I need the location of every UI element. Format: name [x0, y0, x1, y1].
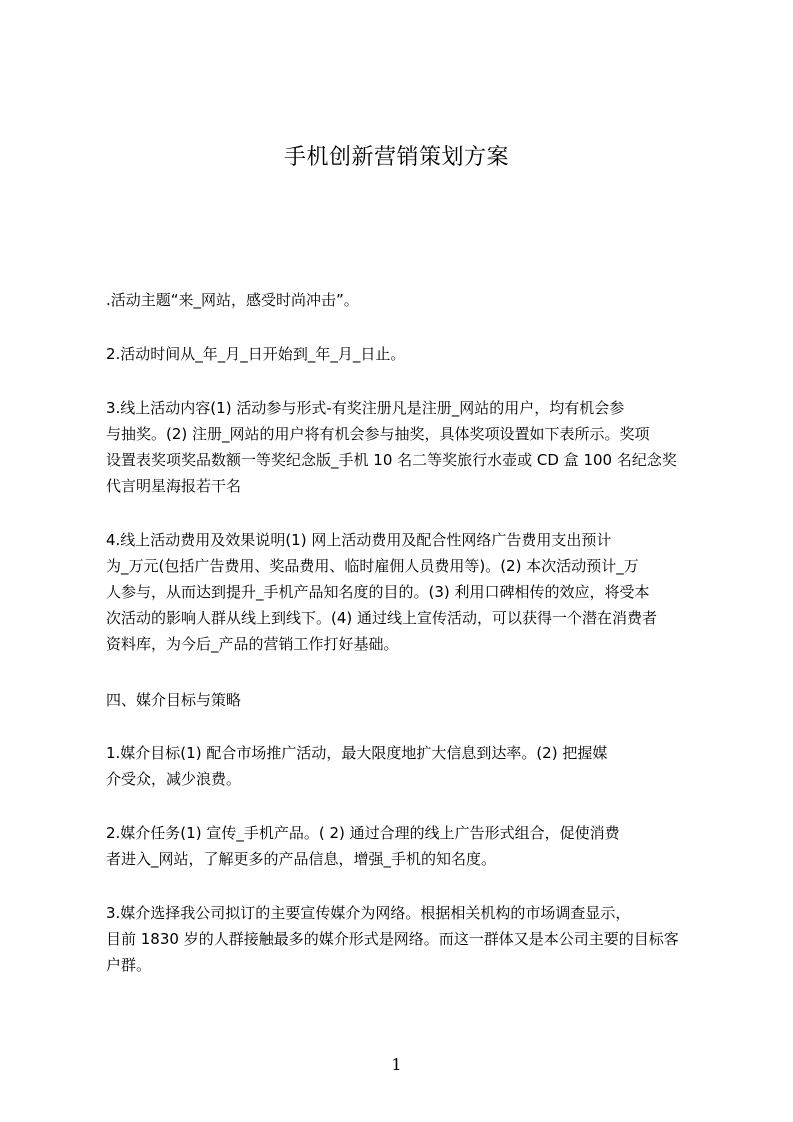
paragraph-line: 设置表奖项奖品数额一等奖纪念版_手机 10 名二等奖旅行水壶或 CD 盒 100 名纪念奖: [106, 451, 677, 469]
paragraph-line: 1.媒介目标(1) 配合市场推广活动，最大限度地扩大信息到达率。(2) 把握媒: [106, 744, 608, 762]
paragraph-online-activity-cost: [106, 527, 699, 657]
document-title: 手机创新营销策划方案: [283, 145, 509, 170]
paragraph-line: 2.媒介任务(1) 宣传_手机产品。( 2) 通过合理的线上广告形式组合，促使消费: [106, 824, 620, 842]
paragraph-line: 户群。: [106, 956, 152, 974]
page-number: 1: [391, 1055, 402, 1074]
paragraph-media-selection: [106, 900, 699, 978]
paragraph-line: 4.线上活动费用及效果说明(1) 网上活动费用及配合性网络广告费用支出预计: [106, 531, 612, 549]
paragraph-activity-theme: [106, 287, 699, 313]
paragraph-line: 人参与，从而达到提升_手机产品知名度的目的。(3) 利用口碑相传的效应，将受本: [106, 583, 650, 601]
paragraph-line: 目前 1830 岁的人群接触最多的媒介形式是网络。而这一群体又是本公司主要的目标客: [106, 930, 679, 948]
paragraph-line: 次活动的影响人群从线上到线下。(4) 通过线上宣传活动，可以获得一个潜在消费者: [106, 609, 658, 627]
paragraph-line: .活动主题“来_网站，感受时尚冲击”。: [106, 291, 359, 309]
paragraph-line: 3.线上活动内容(1) 活动参与形式-有奖注册凡是注册_网站的用户，均有机会参: [106, 399, 625, 417]
paragraph-media-goals: [106, 740, 699, 792]
paragraph-line: 资料库，为今后_产品的营销工作打好基础。: [106, 635, 399, 653]
paragraph-line: 与抽奖。(2) 注册_网站的用户将有机会参与抽奖，具体奖项设置如下表所示。奖项: [106, 425, 650, 443]
paragraph-line: 代言明星海报若干名: [106, 477, 242, 495]
section-heading-media-goals: [106, 687, 699, 713]
paragraph-line: 四、媒介目标与策略: [106, 691, 242, 709]
paragraph-line: 为_万元(包括广告费用、奖品费用、临时雇佣人员费用等)。(2) 本次活动预计_万: [106, 557, 639, 575]
paragraph-line: 介受众，减少浪费。: [106, 770, 242, 788]
paragraph-media-tasks: [106, 820, 699, 872]
paragraph-activity-time: [106, 341, 699, 367]
paragraph-online-activity-content: [106, 395, 699, 499]
paragraph-line: 者进入_网站，了解更多的产品信息，增强_手机的知名度。: [106, 850, 497, 868]
paragraph-line: 3.媒介选择我公司拟订的主要宣传媒介为网络。根据相关机构的市场调查显示，: [106, 904, 631, 922]
paragraph-line: 2.活动时间从_年_月_日开始到_年_月_日止。: [106, 345, 406, 363]
